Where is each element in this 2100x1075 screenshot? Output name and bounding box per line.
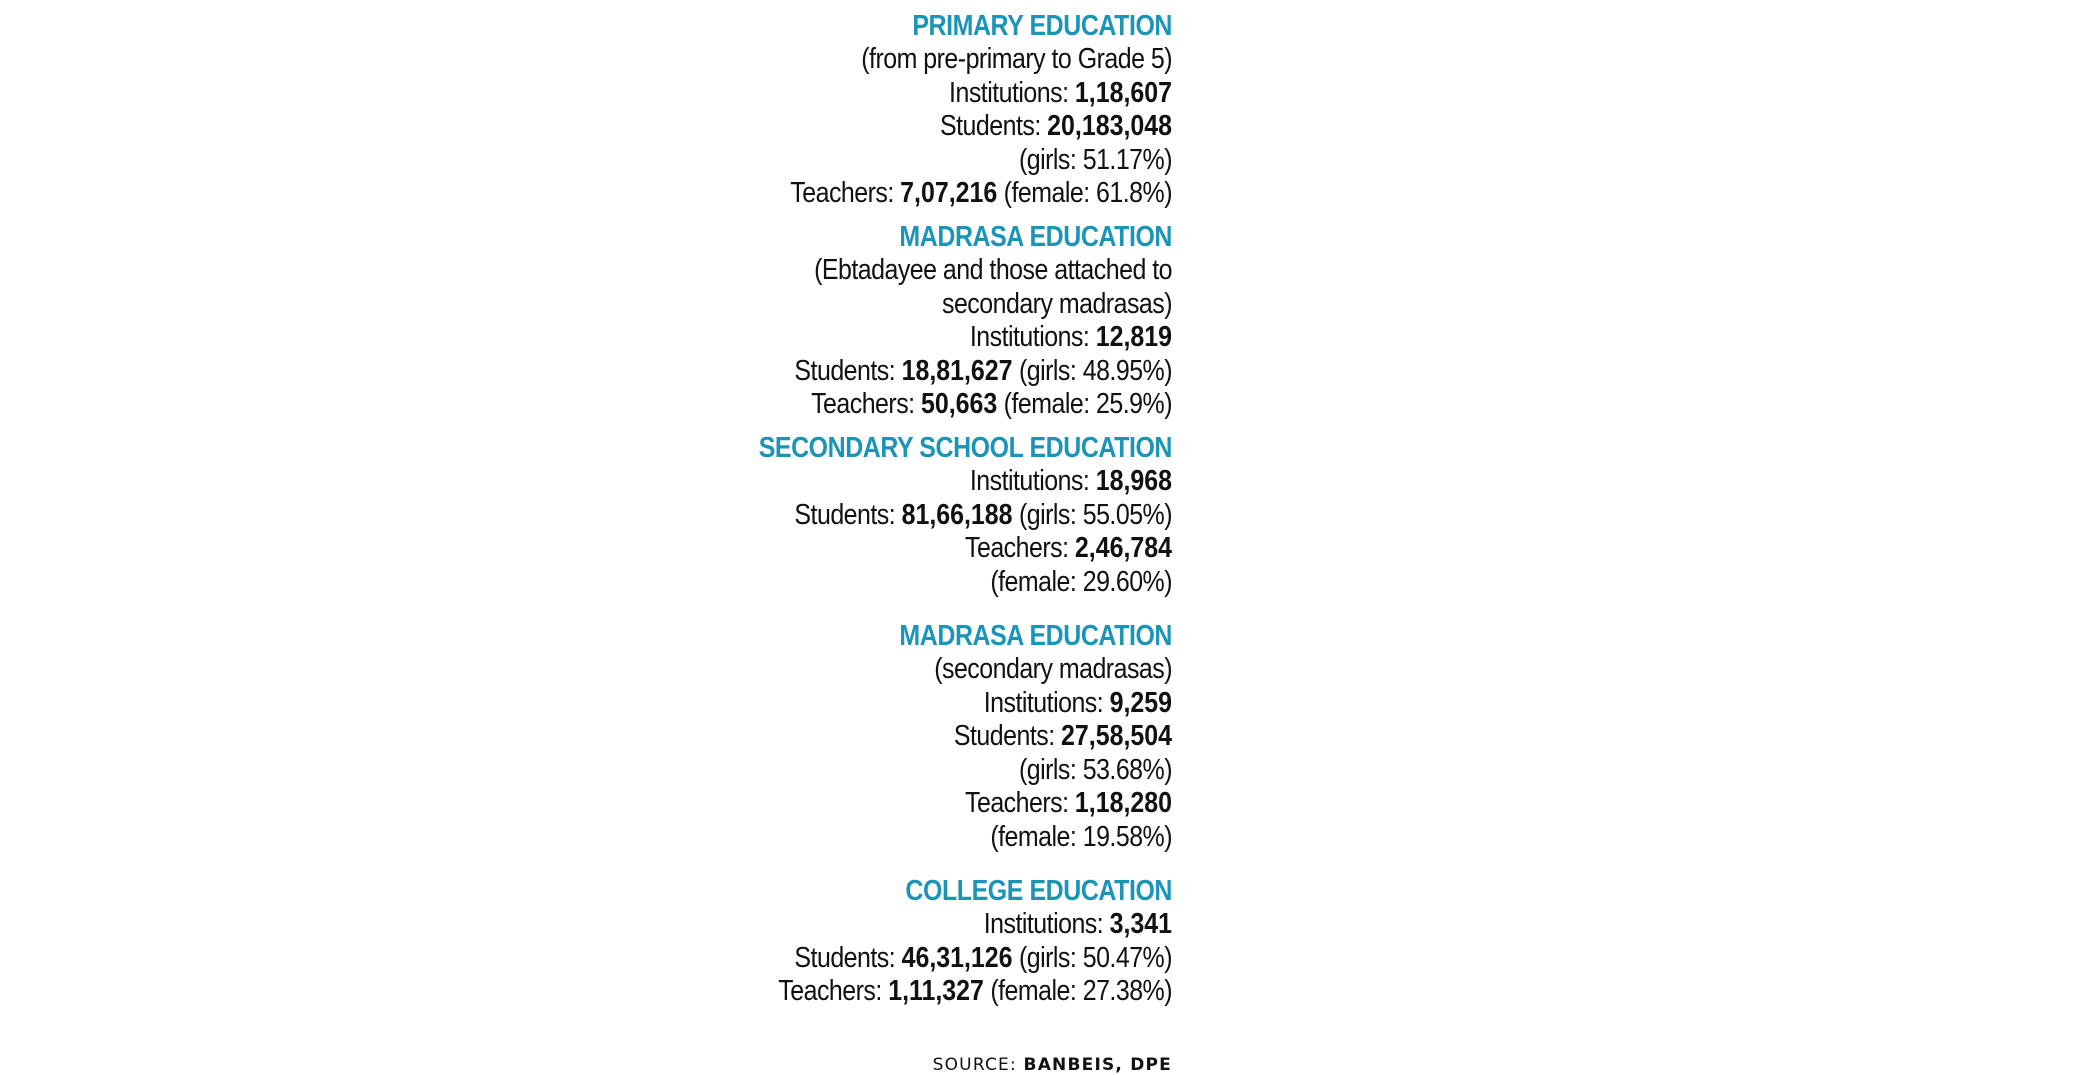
stat-label: Institutions: [969, 465, 1096, 497]
stat-line [690, 754, 1172, 788]
stat-line [690, 566, 1172, 600]
stat-line [690, 787, 1172, 821]
stat-label: Teachers: [965, 787, 1075, 819]
section-college-education [612, 875, 1172, 1009]
stat-value: 18,81,627 [901, 354, 1013, 387]
stat-line [690, 653, 1172, 687]
stat-label: Students: [794, 498, 902, 531]
stat-label: (female: 61.8%) [997, 177, 1172, 209]
stat-line [690, 499, 1172, 533]
source-value: BANBEIS, DPE [1023, 1055, 1172, 1075]
stat-label: Teachers: [965, 532, 1075, 564]
stat-line [690, 465, 1172, 499]
stat-label: (girls: 51.17%) [1018, 143, 1172, 176]
section-heading: SECONDARY SCHOOL EDUCATION [758, 432, 1172, 464]
stat-value: 81,66,188 [901, 498, 1013, 531]
stat-label: Institutions: [969, 321, 1096, 353]
stat-line [690, 321, 1172, 355]
stat-line [690, 908, 1172, 942]
stat-label: (secondary madrasas) [934, 653, 1172, 685]
stat-label: Students: [953, 720, 1062, 752]
stat-label: secondary madrasas) [941, 287, 1172, 320]
stat-value: 1,11,327 [888, 975, 984, 1007]
stat-label: Teachers: [790, 177, 901, 209]
stat-line [690, 975, 1172, 1009]
stat-label: Institutions: [983, 686, 1110, 719]
stat-line [690, 110, 1172, 144]
stat-line [690, 177, 1172, 211]
stat-value: 7,07,216 [900, 177, 998, 209]
stat-label: (Ebtadayee and those attached to [814, 254, 1172, 286]
stat-line [690, 144, 1172, 178]
stat-label: (girls: 48.95%) [1012, 354, 1172, 387]
stat-value: 20,183,048 [1047, 110, 1172, 142]
section-primary-education [612, 10, 1172, 211]
stat-label: Teachers: [778, 975, 889, 1007]
stat-line [690, 254, 1172, 288]
section-madrasa-education-ebtadayee [612, 221, 1172, 422]
stat-line [690, 388, 1172, 422]
stat-label: (female: 27.38%) [983, 975, 1172, 1007]
stat-line [690, 77, 1172, 111]
stat-label: Institutions: [983, 908, 1110, 940]
stat-label: (female: 29.60%) [990, 565, 1172, 598]
stat-label: Students: [940, 110, 1048, 142]
stat-label: (female: 25.9%) [997, 388, 1172, 420]
stat-label: (female: 19.58%) [990, 820, 1172, 853]
stat-value: 9,259 [1109, 686, 1172, 719]
stat-line [690, 43, 1172, 77]
stat-value: 46,31,126 [901, 941, 1013, 974]
stat-line [690, 687, 1172, 721]
section-heading: MADRASA EDUCATION [899, 620, 1172, 652]
section-madrasa-education-secondary [612, 620, 1172, 854]
stat-value: 1,18,280 [1074, 787, 1172, 819]
stat-value: 1,18,607 [1074, 76, 1172, 109]
stat-label: Teachers: [811, 388, 921, 420]
stat-line [690, 532, 1172, 566]
source-credit [933, 1055, 1172, 1075]
section-secondary-school-education [612, 432, 1172, 599]
stat-label: (girls: 53.68%) [1018, 753, 1172, 786]
stat-label: (girls: 55.05%) [1012, 498, 1172, 531]
stat-line [690, 355, 1172, 389]
section-heading: PRIMARY EDUCATION [912, 10, 1172, 42]
stat-label: (from pre-primary to Grade 5) [861, 43, 1172, 75]
stat-line [690, 288, 1172, 322]
stat-label: Institutions: [949, 76, 1075, 109]
stat-label: Students: [794, 941, 902, 974]
stat-line [690, 942, 1172, 976]
stat-value: 27,58,504 [1061, 720, 1172, 752]
section-heading: MADRASA EDUCATION [899, 221, 1172, 253]
stat-label: Students: [794, 354, 902, 387]
stat-value: 18,968 [1095, 465, 1172, 497]
section-heading: COLLEGE EDUCATION [905, 875, 1172, 907]
stat-line [690, 720, 1172, 754]
stat-value: 3,341 [1109, 908, 1172, 940]
stat-label: (girls: 50.47%) [1012, 941, 1172, 974]
stat-value: 2,46,784 [1074, 532, 1172, 564]
stat-value: 50,663 [920, 388, 998, 420]
source-label: SOURCE: [932, 1055, 1024, 1075]
stat-value: 12,819 [1095, 321, 1172, 353]
stat-line [690, 821, 1172, 855]
